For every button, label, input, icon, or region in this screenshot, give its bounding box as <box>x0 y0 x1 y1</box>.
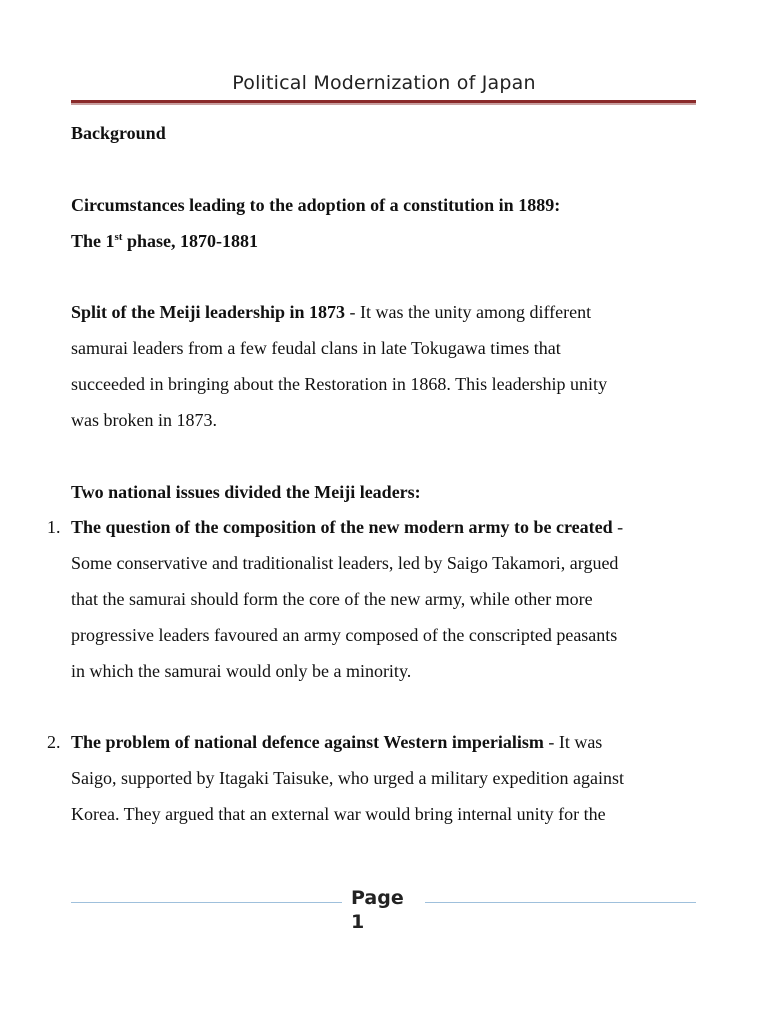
split-paragraph-line-2: samurai leaders from a few feudal clans in late Tokugawa times that <box>71 338 561 358</box>
list-item-number: 1. <box>47 517 61 537</box>
list-item-2-line-1 <box>71 731 602 753</box>
list-item-1-line-1 <box>71 516 623 538</box>
list-item-1-line-5: in which the samurai would only be a minority. <box>71 661 412 681</box>
split-paragraph-line-4: was broken in 1873. <box>71 410 217 430</box>
page-label: Page <box>351 887 404 909</box>
page-number-value: 1 <box>351 911 365 933</box>
page-number <box>351 886 404 934</box>
footer-divider-left <box>71 902 342 903</box>
list-item-2-lead: The problem of national defence against Western imperialism <box>71 732 544 752</box>
list-item-2-line-2: Saigo, supported by Itagaki Taisuke, who urged a military expedition against <box>71 768 624 788</box>
circumstances-heading: Circumstances leading to the adoption of a constitution in 1889: <box>71 195 561 215</box>
document-title: Political Modernization of Japan <box>232 72 536 94</box>
footer-divider-right <box>425 902 696 903</box>
header-divider <box>71 100 696 105</box>
phase-heading-suffix: phase, 1870-1881 <box>122 231 258 251</box>
background-heading: Background <box>71 123 166 143</box>
phase-heading <box>71 230 258 252</box>
split-paragraph-text: - It was the unity among different <box>345 302 592 322</box>
list-item-2-rest: - It was <box>543 732 603 752</box>
phase-heading-sup: st <box>114 231 123 243</box>
list-item-2-line-3: Korea. They argued that an external war would bring internal unity for the <box>71 804 606 824</box>
list-item-1-line-2: Some conservative and traditionalist leaders, led by Saigo Takamori, argued <box>71 553 619 573</box>
list-item-1-lead: The question of the composition of the new modern army to be created <box>71 517 613 537</box>
split-paragraph-line-3: succeeded in bringing about the Restoration in 1868. This leadership unity <box>71 374 608 394</box>
list-item-1-line-4: progressive leaders favoured an army composed of the conscripted peasants <box>71 625 618 645</box>
split-paragraph-line-1 <box>71 301 591 323</box>
list-item-1-line-3: that the samurai should form the core of the new army, while other more <box>71 589 593 609</box>
list-item-1-rest: - <box>612 517 624 537</box>
list-item-number: 2. <box>47 732 61 752</box>
phase-heading-prefix: The 1 <box>71 231 115 251</box>
split-paragraph-lead: Split of the Meiji leadership in 1873 <box>71 302 345 322</box>
issues-heading: Two national issues divided the Meiji leaders: <box>71 482 421 502</box>
